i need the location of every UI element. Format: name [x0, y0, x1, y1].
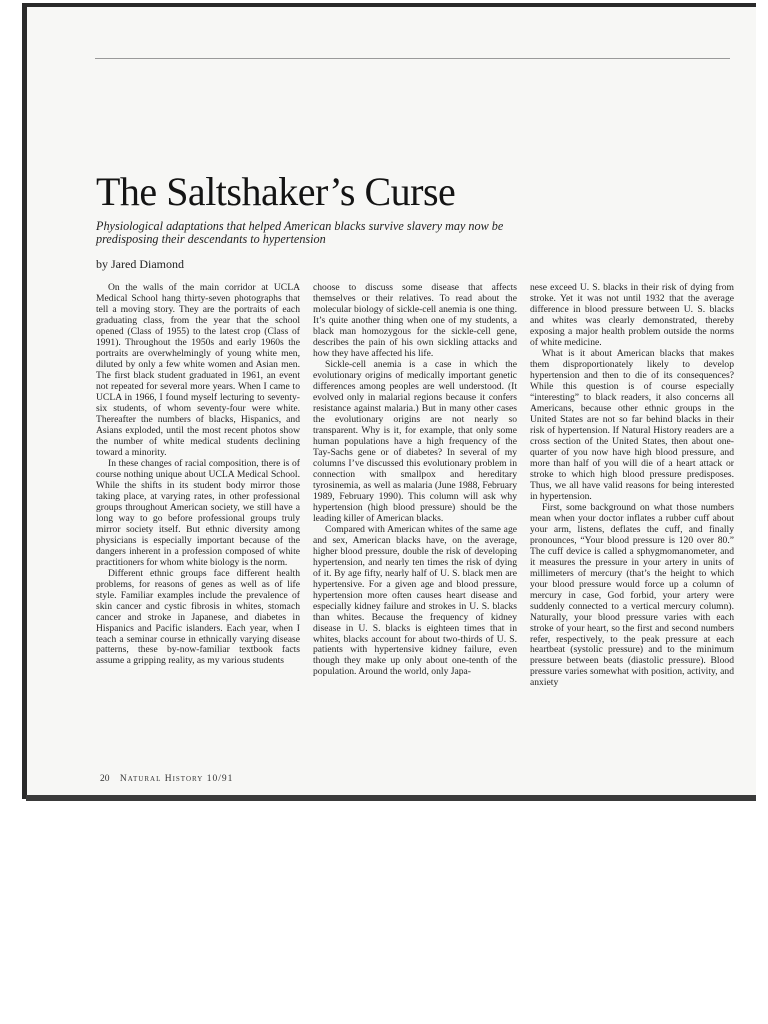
- paragraph: What is it about American blacks that makes them disproportionately likely to develop hypertension and then to die of its consequences? While this question is of course especially “interesting” to black readers, it also concerns all Americans, because other ethnic groups in the United States are not so far behind blacks in their risk of hypertension. If Natural History readers are a cross section of the United States, then about one-quarter of you now have high blood pressure, and more than half of you will die of a heart attack or stroke to which high blood pressure predisposes. Thus, we all have valid reasons for being interested in hypertension.: [530, 347, 734, 502]
- magazine-issue: Natural History 10/91: [119, 774, 234, 784]
- paragraph: choose to discuss some disease that affects themselves or their relatives. To read about the molecular biology of sickle-cell anemia is one thing. It’s quite another thing when one of my students, a black man homozygous for the sickle-cell gene, describes the pain of his own sickling attacks and how they have affected his life.: [313, 282, 517, 359]
- header-rule: [95, 58, 730, 59]
- paragraph: Different ethnic groups face different health problems, for reasons of genes as well as of life style. Familiar examples include the prevalence of skin cancer and cystic fibrosis in whites, stomach cancer and stroke in Japanese, and diabetes in Hispanics and Pacific islanders. Each year, when I teach a seminar course in ethnically varying disease patterns, these by-now-familiar textbook facts assume a gripping reality, as my various students: [96, 567, 300, 667]
- text-column-2: [313, 282, 517, 752]
- article-title: The Saltshaker’s Curse: [96, 169, 456, 214]
- text-column-3: [530, 282, 734, 752]
- paragraph: Sickle-cell anemia is a case in which the evolutionary origins of medically important genetic differences among peoples are well understood. (It evolved only in malarial regions because it confers resistance against malaria.) But in many other cases the evolutionary origins are not nearly so transparent. Why is it, for example, that only some human populations have a high frequency of the Tay-Sachs gene or of diabetes? In several of my columns I’ve discussed this evolutionary problem in connection with smallpox and hereditary tyrosinemia, as well as malaria (June 1988, February 1989, February 1990). This column will ask why hypertension (high blood pressure) should be the leading killer of American blacks.: [313, 358, 517, 524]
- article-deck: Physiological adaptations that helped American blacks survive slavery may now be predisposing their descendants to hypertension: [96, 219, 504, 246]
- paragraph: On the walls of the main corridor at UCLA Medical School hang thirty-seven photographs that tell a moving story. They are the portraits of each graduating class, from the year that the school opened (Class of 1955) to the latest crop (Class of 1991). Throughout the 1950s and early 1960s the portraits are overwhelmingly of young white men, diluted by only a few white women and Asian men. The first black student graduated in 1961, an event not repeated for several more years. When I came to UCLA in 1966, I found myself lecturing to seventy-six students, of whom seventy-four were white. Thereafter the numbers of blacks, Hispanics, and Asians exploded, until the most recent photos show the number of white medical students declining toward a minority.: [96, 282, 300, 458]
- paragraph: nese exceed U. S. blacks in their risk of dying from stroke. Yet it was not until 1932 that the average difference in blood pressure between U. S. blacks and whites was clearly demonstrated, thereby exposing a major health problem outside the norms of white medicine.: [530, 282, 734, 348]
- article-byline: by Jared Diamond: [96, 257, 184, 271]
- page-folio: [100, 774, 233, 784]
- paragraph: Compared with American whites of the same age and sex, American blacks have, on the average, higher blood pressure, double the risk of developing hypertension, and nearly ten times the risk of dying of it. By age fifty, nearly half of U. S. black men are hypertensive. For a given age and blood pressure, hypertension more often causes heart disease and especially kidney failure and strokes in U. S. blacks than whites. Because the frequency of kidney disease in U. S. blacks is eighteen times that in whites, blacks account for about two-thirds of U. S. patients with hypertensive kidney failure, even though they make up only about one-tenth of the population. Around the world, only Japa-: [313, 523, 517, 678]
- text-column-1: [96, 282, 300, 752]
- page-number: 20: [100, 774, 110, 784]
- paragraph: First, some background on what those numbers mean when your doctor inflates a rubber cuff about your arm, listens, deflates the cuff, and finally pronounces, “Your blood pressure is 120 over 80.” The cuff device is called a sphygmomanometer, and it measures the pressure in your artery in units of millimeters of mercury (that’s the height to which your blood pressure would force up a column of mercury in case, God forbid, your artery were suddenly connected to a vertical mercury column). Naturally, your blood pressure varies with each stroke of your heart, so the first and second numbers refer, respectively, to the peak pressure at each heartbeat (systolic pressure) and to the minimum pressure between beats (diastolic pressure). Blood pressure varies somewhat with position, activity, and anxiety: [530, 501, 734, 689]
- scan-edge-bottom: [26, 795, 756, 801]
- paragraph: In these changes of racial composition, there is of course nothing unique about UCLA Medical School. While the shifts in its student body mirror those taking place, at varying rates, in other professional groups throughout American society, we still have a long way to go before professional groups truly mirror society itself. But ethnic diversity among physicians is especially important because of the dangers inherent in a profession composed of white practitioners for whom white biology is the norm.: [96, 457, 300, 568]
